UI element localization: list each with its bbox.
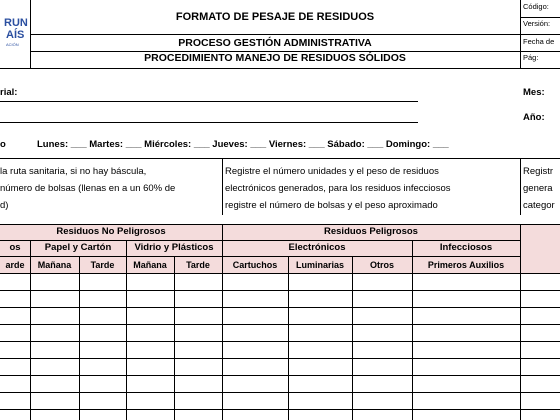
- instructions-middle-2: electrónicos generados, para los residuos infecciosos: [225, 183, 451, 194]
- instructions-right-1: Registr: [523, 166, 554, 177]
- process-title: PROCESO GESTIÓN ADMINISTRATIVA: [178, 37, 372, 49]
- logo: [0, 16, 30, 50]
- col-primeros-auxilios: Primeros Auxilios: [427, 260, 505, 270]
- instructions-middle-1: Registre el número unidades y el peso de residuos: [225, 166, 439, 177]
- logo-line-2: AÍS: [6, 29, 25, 41]
- procedure-title: PROCEDIMIENTO MANEJO DE RESIDUOS SÓLIDOS: [144, 52, 406, 64]
- form-title: FORMATO DE PESAJE DE RESIDUOS: [175, 11, 375, 23]
- instructions-right-3: categor: [523, 200, 555, 211]
- meta-codigo: Código:: [523, 2, 549, 11]
- subgroup-os: os: [9, 242, 21, 253]
- logo-line-1: RUN: [4, 17, 28, 29]
- instructions-left-2: número de bolsas (llenas en a un 60% de: [0, 183, 176, 194]
- meta-pag: Pág:: [523, 53, 539, 62]
- col-cartuchos: Cartuchos: [232, 260, 278, 270]
- meta-fecha: Fecha de: [523, 37, 555, 46]
- col-tarde-papel: Tarde: [90, 260, 115, 270]
- days-of-week: Lunes: ___ Martes: ___ Miércoles: ___ Jueves: ___ Viernes: ___ Sábado: ___ Domingo: ___: [37, 139, 449, 150]
- group-no-peligrosos: Residuos No Peligrosos: [56, 226, 166, 237]
- col-luminarias: Luminarias: [295, 260, 344, 270]
- subgroup-infecciosos: Infecciosos: [439, 242, 493, 253]
- group-peligrosos: Residuos Peligrosos: [324, 226, 418, 237]
- sede-line: [0, 101, 418, 102]
- col-tarde-vidrio: Tarde: [186, 260, 210, 270]
- mes-label: Mes:: [523, 87, 545, 98]
- instructions-left-3: d): [0, 200, 9, 211]
- col-otros: Otros: [369, 260, 394, 270]
- col-manana-papel: Mañana: [37, 260, 72, 270]
- col-manana-vidrio: Mañana: [133, 260, 167, 270]
- instructions-middle-3: registre el número de bolsas y el peso aproximado: [225, 200, 438, 211]
- logo-line-3: ACIÓN: [6, 42, 19, 47]
- subgroup-electronicos: Electrónicos: [288, 242, 346, 253]
- col-tarde-partial: arde: [5, 260, 25, 270]
- instructions-right-2: genera: [523, 183, 553, 194]
- meta-version: Versión:: [523, 19, 551, 28]
- day-prefix: o: [0, 139, 6, 150]
- anio-label: Año:: [523, 112, 545, 123]
- instructions-left-1: la ruta sanitaria, si no hay báscula,: [0, 166, 147, 177]
- subgroup-papel-carton: Papel y Cartón: [44, 242, 112, 253]
- subgroup-vidrio-plasticos: Vidrio y Plásticos: [134, 242, 214, 253]
- sede-label: rial:: [0, 87, 18, 98]
